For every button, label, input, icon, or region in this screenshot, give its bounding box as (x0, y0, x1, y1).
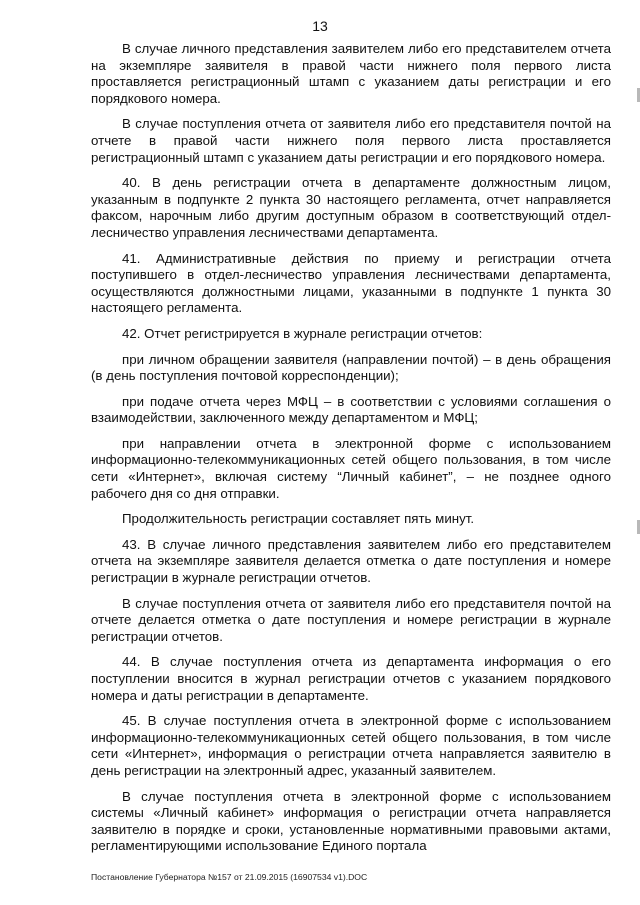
paragraph: 41. Административные действия по приему и регистрации отчета поступившего в отдел-лесничество управления лесничествами департамента, осуществляются должностными лицами, указанными в подпункте 1 пункта 30 настоящего регламента. (91, 250, 611, 316)
page-number: 13 (312, 18, 328, 34)
paragraph: В случае личного представления заявителем либо его представителем отчета на экземпляре заявителя в правой части нижнего поля первого листа проставляется регистрационный штамп с указанием даты регистрации и его порядкового номера. (91, 41, 611, 106)
paragraph: Продолжительность регистрации составляет пять минут. (122, 511, 475, 527)
paragraph: В случае поступления отчета от заявителя либо его представителя почтой на отчете делается отметка о дате поступления и номере регистрации в журнале регистрации отчетов. (91, 595, 611, 644)
paragraph: при направлении отчета в электронной форме с использованием информационно-телекоммуникационных сетей общего пользования, в том числе сети «Интернет», включая систему “Личный кабинет”, – не позднее одного рабочего дня со дня отправки. (91, 435, 611, 501)
paragraph: 42. Отчет регистрируется в журнале регистрации отчетов: (122, 325, 483, 341)
paragraph: 43. В случае личного представления заявителем либо его представителем отчета на экземпляре заявителя делается отметка о дате поступления и номере регистрации в журнале регистрации отчетов. (91, 536, 611, 586)
paragraph: В случае поступления отчета в электронной форме с использованием системы «Личный кабинет» информация о регистрации отчета направляется заявителю в порядке и сроки, установленные нормативными правовыми актами, регламентирующими использование Единого портала (91, 788, 611, 854)
document-body (91, 41, 611, 864)
paragraph: при подаче отчета через МФЦ – в соответствии с условиями соглашения о взаимодействии, заключенного между департаментом и МФЦ; (91, 393, 611, 426)
paragraph: 45. В случае поступления отчета в электронной форме с использованием информационно-телекоммуникационных сетей общего пользования, в том числе сети «Интернет», информация о регистрации отчета направляется заявителю в день регистрации на электронный адрес, указанный заявителем. (91, 713, 611, 778)
paragraph: при личном обращении заявителя (направлении почтой) – в день обращения (в день поступления почтовой корреспонденции); (91, 351, 611, 384)
document-footer: Постановление Губернатора №157 от 21.09.2015 (16907534 v1).DOC (91, 872, 368, 882)
paragraph: 44. В случае поступления отчета из департамента информация о его поступлении вносится в журнал регистрации отчетов с указанием порядкового номера и даты регистрации в департаменте. (91, 654, 611, 703)
paragraph: 40. В день регистрации отчета в департаменте должностным лицом, указанным в подпункте 2 пункта 30 настоящего регламента, отчет направляется факсом, нарочным либо другим доступным образом в соответствующий отдел-лесничество управления лесничествами департамента. (91, 175, 611, 240)
paragraph: В случае поступления отчета от заявителя либо его представителя почтой на отчете в правой части нижнего поля первого листа проставляется регистрационный штамп с указанием даты регистрации и его порядкового номера. (91, 116, 611, 165)
